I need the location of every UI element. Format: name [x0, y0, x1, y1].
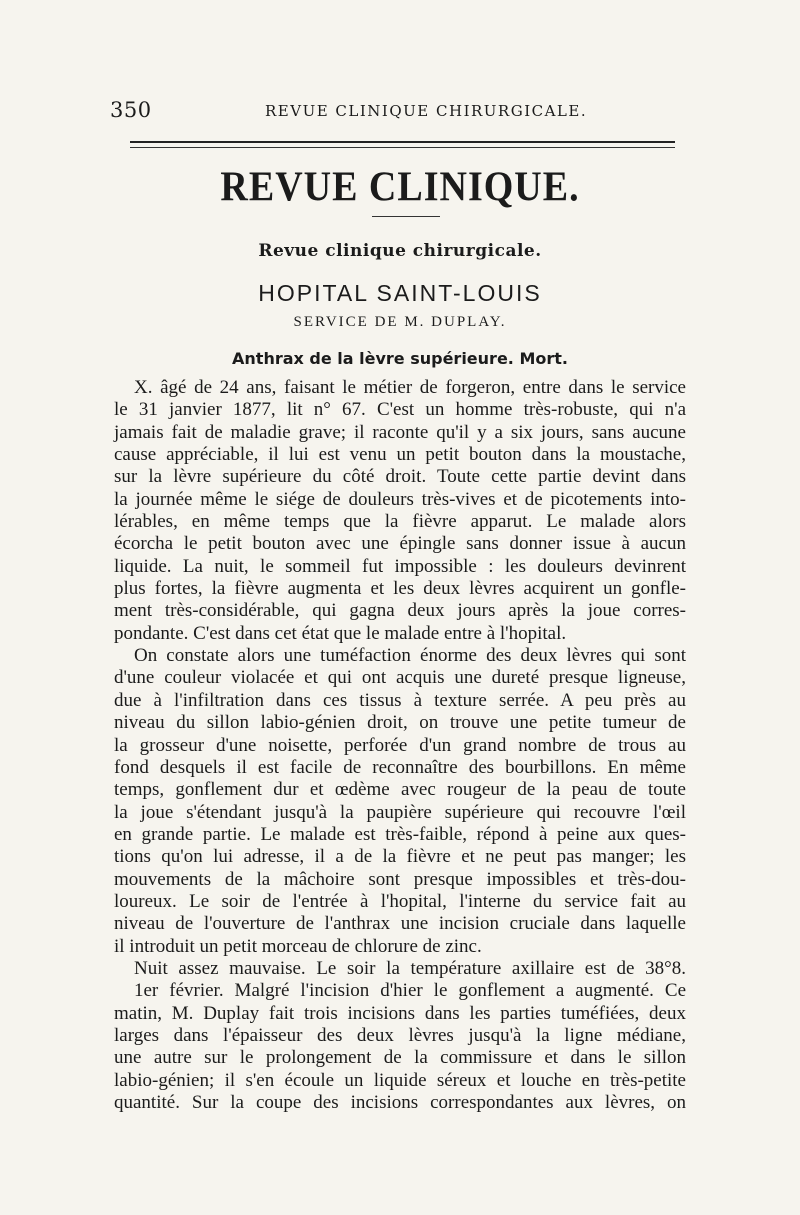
body-line: 1er février. Malgré l'incision d'hier le gonflement a augmenté. Ce: [134, 980, 686, 1002]
body-line: X. âgé de 24 ans, faisant le métier de forgeron, entre dans le service: [134, 377, 686, 398]
body-line: matin, M. Duplay fait trois incisions dans les parties tuméfiées, deux: [114, 1002, 686, 1024]
body-line: mouvements de la mâchoire sont presque impossibles et très-dou-: [114, 868, 686, 890]
header-rule-thin: [130, 147, 675, 148]
body-line: le 31 janvier 1877, lit n° 67. C'est un homme très-robuste, qui n'a: [114, 399, 686, 421]
body-line: la grosseur d'une noisette, perforée d'un grand nombre de trous au: [114, 734, 686, 756]
body-line: tions qu'on lui adresse, il a de la fièvre et ne peut pas manger; les: [114, 846, 686, 868]
body-line: plus fortes, la fièvre augmenta et les deux lèvres acquirent un gonfle-: [114, 578, 686, 600]
section-title: REVUE CLINIQUE.: [220, 163, 580, 211]
body-line: lérables, en même temps que la fièvre apparut. Le malade alors: [114, 511, 686, 533]
body-line: quantité. Sur la coupe des incisions correspondantes aux lèvres, on: [114, 1092, 686, 1113]
body-line: la joue s'étendant jusqu'à la paupière supérieure qui recouvre l'œil: [114, 801, 686, 823]
running-head: [110, 98, 710, 126]
body-line: loureux. Le soir de l'entrée à l'hopital, l'interne du service fait au: [114, 890, 686, 912]
body-line: en grande partie. Le malade est très-faible, répond à peine aux ques-: [114, 823, 686, 845]
body-line: Nuit assez mauvaise. Le soir la température axillaire est de 38°8.: [134, 957, 686, 979]
body-line: sur la lèvre supérieure du côté droit. Toute cette partie devint dans: [114, 466, 686, 488]
body-line: On constate alors une tuméfaction énorme des deux lèvres qui sont: [134, 645, 686, 667]
body-line: il introduit un petit morceau de chlorure de zinc.: [114, 935, 482, 957]
body-line: liquide. La nuit, le sommeil fut impossible : les douleurs devinrent: [114, 555, 686, 577]
title-divider: [372, 216, 440, 217]
body-line: la journée même le siége de douleurs très-vives et de picotements into-: [114, 488, 686, 510]
body-line: jamais fait de maladie grave; il raconte qu'il y a six jours, sans aucune: [114, 421, 686, 443]
body-line: écorcha le petit bouton avec une épingle sans donner issue à aucun: [114, 533, 686, 555]
hospital-name: HOPITAL SAINT-LOUIS: [258, 280, 542, 306]
body-line: temps, gonflement dur et œdème avec rougeur de la peau de toute: [114, 779, 686, 801]
subsection-title: Revue clinique chirurgicale.: [258, 241, 542, 261]
body-line: pondante. C'est dans cet état que le malade entre à l'hopital.: [114, 622, 567, 644]
body-line: due à l'infiltration dans ces tissus à texture serrée. A peu près au: [114, 689, 686, 711]
body-line: niveau du sillon labio-génien droit, on trouve une petite tumeur de: [114, 712, 686, 734]
body-line: une autre sur le prolongement de la commissure et dans le sillon: [114, 1047, 686, 1069]
body-text: [114, 377, 686, 1114]
case-title: Anthrax de la lèvre supérieure. Mort.: [232, 349, 568, 368]
service-name: SERVICE DE M. DUPLAY.: [293, 314, 507, 330]
body-line: labio-génien; il s'en écoule un liquide séreux et louche en très-petite: [114, 1069, 686, 1091]
running-title: REVUE CLINIQUE CHIRURGICALE.: [265, 102, 588, 120]
body-line: d'une couleur violacée et qui ont acquis une dureté presque ligneuse,: [114, 667, 686, 689]
page-number: 350: [110, 98, 152, 122]
body-line: ment très-considérable, qui gagna deux jours après la joue corres-: [114, 600, 686, 622]
body-line: fond desquels il est facile de reconnaître des bourbillons. En même: [114, 756, 686, 778]
body-line: cause appréciable, il lui est venu un petit bouton dans la moustache,: [114, 444, 686, 466]
body-line: niveau de l'ouverture de l'anthrax une incision cruciale dans laquelle: [114, 913, 686, 935]
body-line: larges dans l'épaisseur des deux lèvres jusqu'à la ligne médiane,: [114, 1024, 686, 1046]
header-rule-thick: [130, 141, 675, 143]
